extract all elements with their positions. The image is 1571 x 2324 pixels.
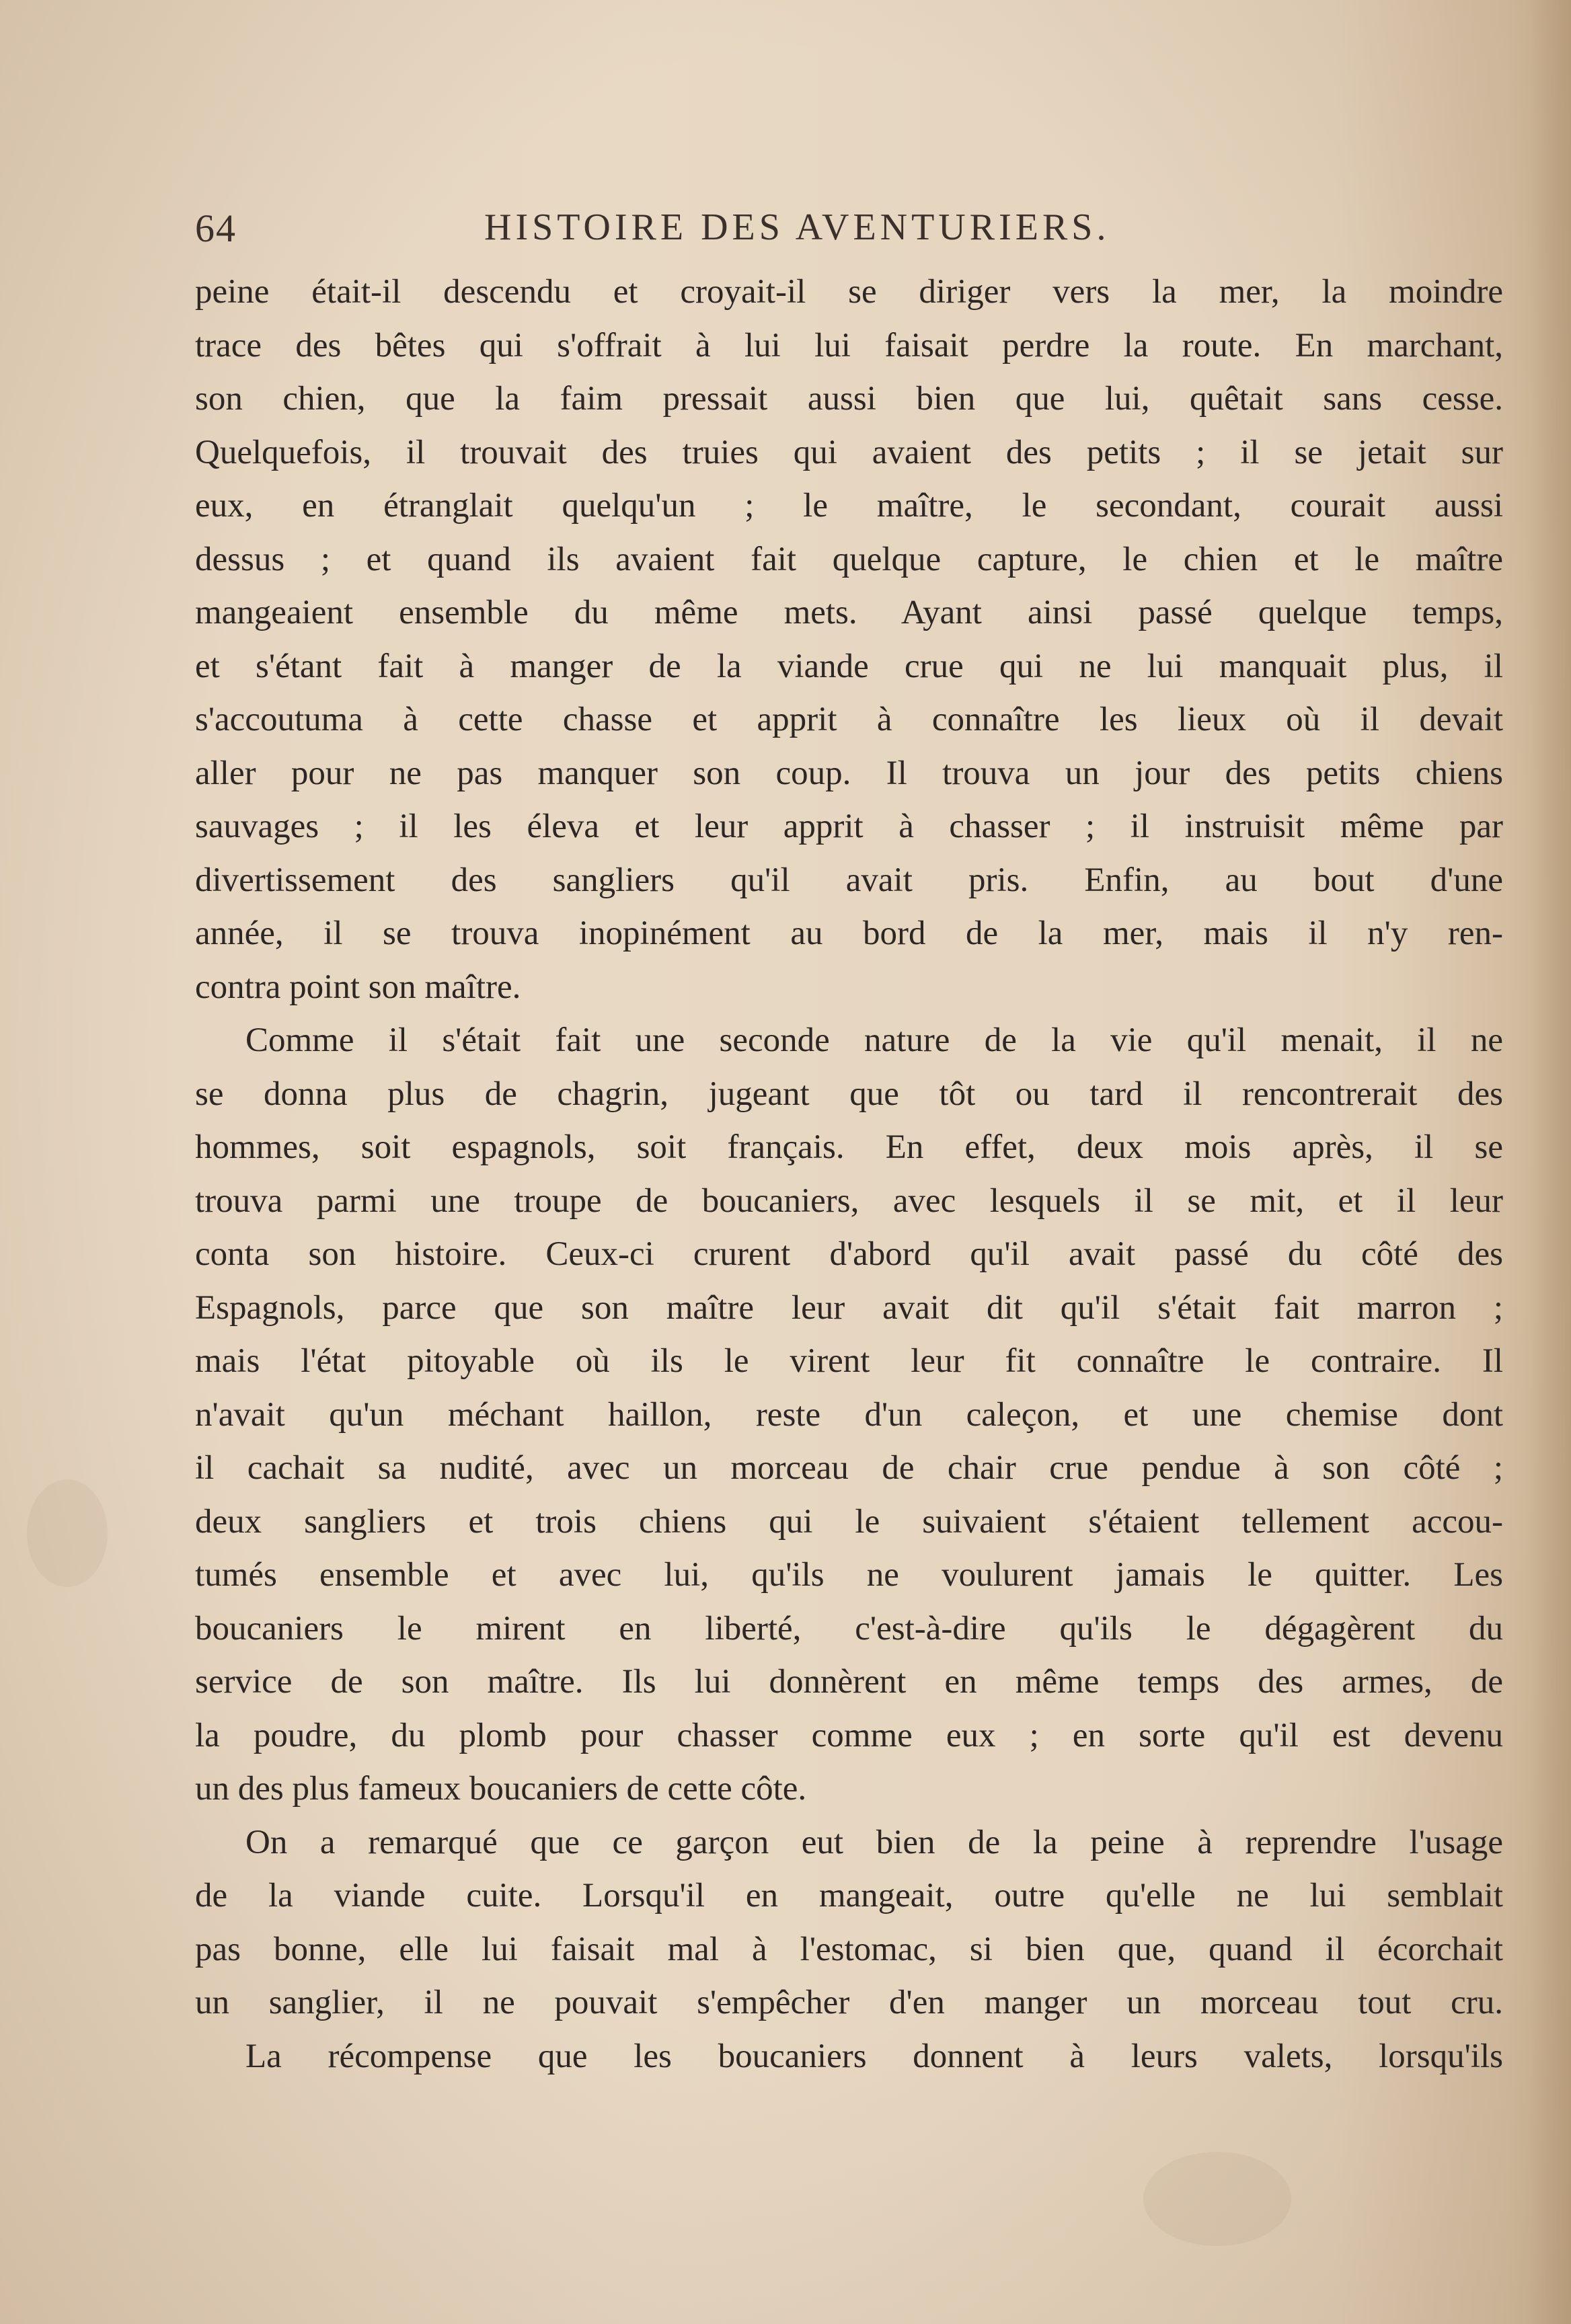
page-header [195,206,1503,260]
text-line: trace des bêtes qui s'offrait à lui lui faisait perdre la route. En marchant, [195,326,1503,364]
text-line: service de son maître. Ils lui donnèrent en même temps des armes, de [195,1663,1503,1701]
paper-stain [27,1479,108,1587]
text-line: hommes, soit espagnols, soit français. En effet, deux mois après, il se [195,1128,1503,1166]
text-line: pas bonne, elle lui faisait mal à l'estomac, si bien que, quand il écorchait [195,1930,1503,1968]
text-line: il cachait sa nudité, avec un morceau de chair crue pendue à son côté ; [195,1449,1503,1487]
text-line: On a remarqué que ce garçon eut bien de la peine à reprendre l'usage [245,1823,1503,1861]
text-line: la poudre, du plomb pour chasser comme eux ; en sorte qu'il est devenu [195,1716,1503,1754]
text-line: se donna plus de chagrin, jugeant que tôt ou tard il rencontrerait des [195,1075,1503,1113]
text-line: mais l'état pitoyable où ils le virent leur fit connaître le contraire. Il [195,1342,1503,1380]
text-line: deux sangliers et trois chiens qui le suivaient s'étaient tellement accou- [195,1502,1503,1541]
text-line: trouva parmi une troupe de boucaniers, avec lesquels il se mit, et il leur [195,1182,1503,1220]
text-line: sauvages ; il les éleva et leur apprit à chasser ; il instruisit même par [195,808,1503,845]
text-line: s'accoutuma à cette chasse et apprit à connaître les lieux où il devait [195,701,1503,738]
text-line: peine était-il descendu et croyait-il se diriger vers la mer, la moindre [195,273,1503,311]
body-text [195,266,1503,2083]
paragraph-3 [195,1816,1503,2030]
text-line: Espagnols, parce que son maître leur avait dit qu'il s'était fait marron ; [195,1288,1503,1327]
page-edge-shadow [1531,0,1571,2324]
paragraph-4 [195,2030,1503,2084]
page-number: 64 [195,206,237,250]
paragraph-2 [195,1014,1503,1816]
paragraph-1 [195,266,1503,1014]
text-line: et s'étant fait à manger de la viande crue qui ne lui manquait plus, il [195,647,1503,685]
text-line: La récompense que les boucaniers donnent à leurs valets, lorsqu'ils [245,2037,1503,2075]
text-line: dessus ; et quand ils avaient fait quelque capture, le chien et le maître [195,540,1503,578]
text-line: eux, en étranglait quelqu'un ; le maître, le secondant, courait aussi [195,487,1503,525]
text-line: mangeaient ensemble du même mets. Ayant ainsi passé quelque temps, [195,594,1503,631]
text-line: Quelquefois, il trouvait des truies qui avaient des petits ; il se jetait sur [195,433,1503,471]
text-line: un des plus fameux boucaniers de cette côte. [195,1770,807,1808]
paper-stain [1143,2152,1291,2246]
text-line: aller pour ne pas manquer son coup. Il trouva un jour des petits chiens [195,754,1503,792]
text-line: son chien, que la faim pressait aussi bien que lui, quêtait sans cesse. [195,380,1503,418]
text-line: Comme il s'était fait une seconde nature de la vie qu'il menait, il ne [245,1021,1503,1059]
text-line: année, il se trouva inopinément au bord de la mer, mais il n'y ren- [195,915,1503,952]
text-line: n'avait qu'un méchant haillon, reste d'un caleçon, et une chemise dont [195,1395,1503,1434]
text-line: un sanglier, il ne pouvait s'empêcher d'en manger un morceau tout cru. [195,1984,1503,2021]
text-line: boucaniers le mirent en liberté, c'est-à-dire qu'ils le dégagèrent du [195,1609,1503,1648]
text-line: contra point son maître. [195,968,521,1006]
text-line: divertissement des sangliers qu'il avait pris. Enfin, au bout d'une [195,861,1503,899]
text-line: tumés ensemble et avec lui, qu'ils ne voulurent jamais le quitter. Les [195,1556,1503,1594]
text-line: de la viande cuite. Lorsqu'il en mangeait, outre qu'elle ne lui semblait [195,1877,1503,1914]
text-line: conta son histoire. Ceux-ci crurent d'abord qu'il avait passé du côté des [195,1235,1503,1273]
running-title: HISTOIRE DES AVENTURIERS. [484,206,1110,248]
